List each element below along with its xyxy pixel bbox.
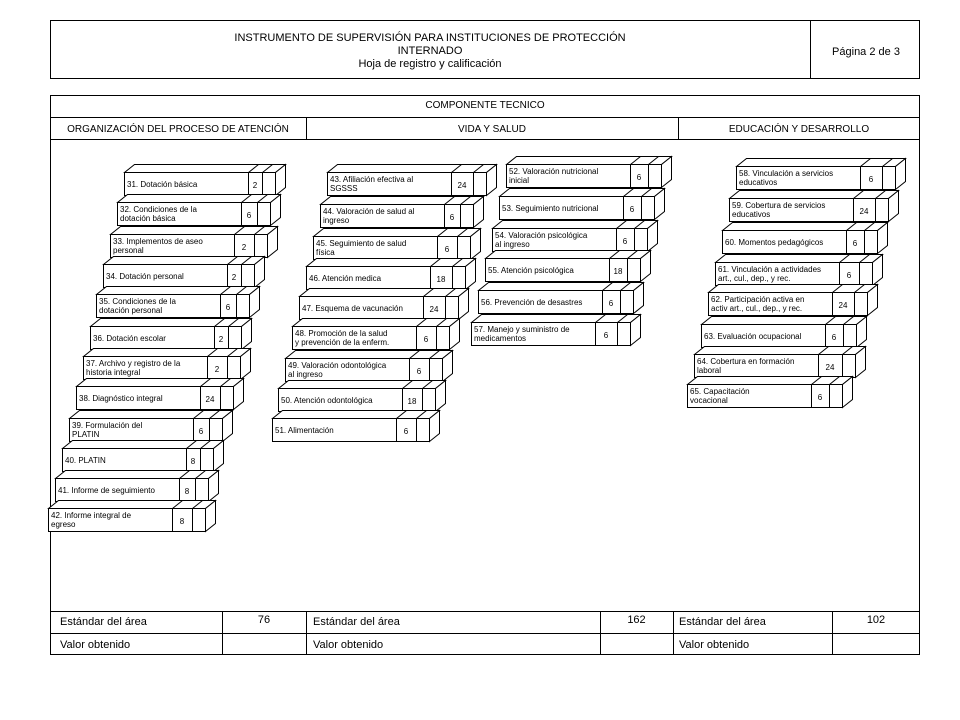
item-standard-value: 6 [868,175,874,184]
item-score-box[interactable] [229,327,241,349]
obtained-label-1: Valor obtenido [60,639,131,651]
item-block [103,256,265,288]
item-block [83,348,251,380]
item-label: 36. Dotación escolar [93,333,166,343]
item-block [55,470,219,502]
item-block [48,500,216,532]
item-score-box[interactable] [201,449,213,471]
standard-label-3: Estándar del área [679,616,766,628]
obtained-label-3: Valor obtenido [679,639,750,651]
component-divider [50,117,920,118]
item-score-box[interactable] [255,235,267,257]
item-standard-value: 18 [613,267,623,276]
item-label: 31. Dotación básica [127,179,198,189]
item-block [313,228,481,260]
item-label: 33. Implementos de aseo personal [113,237,203,255]
item-block [278,380,446,412]
item-label: 57. Manejo y suministro de medicamentos [474,325,570,343]
page-number: Página 2 de 3 [832,46,900,58]
title-line-3: Hoja de registro y calificación [358,58,502,70]
item-block [272,410,440,442]
item-block [90,318,252,350]
item-standard-value: 6 [444,245,450,254]
item-block [327,164,497,196]
item-score-box[interactable] [621,291,633,313]
item-label: 32. Condiciones de la dotación básica [120,205,197,223]
item-score-box[interactable] [618,323,630,345]
section-title-life-health: VIDA Y SALUD [458,124,526,135]
standard-value-2: 162 [627,614,646,626]
item-block [499,188,665,220]
item-label: 37. Archivo y registro de la historia integral [86,359,181,377]
item-label: 46. Atención medica [309,273,382,283]
item-score-box[interactable] [635,229,647,251]
item-block [117,194,281,226]
item-label: 47. Esquema de vacunación [302,303,403,313]
item-score-box[interactable] [242,265,254,287]
item-standard-value: 2 [214,365,220,374]
standard-label-1: Estándar del área [60,616,147,628]
item-score-box[interactable] [628,259,640,281]
item-score-box[interactable] [193,509,205,531]
item-score-box[interactable] [228,357,240,379]
sections-divider [50,139,920,140]
item-block [708,284,878,316]
item-standard-value: 6 [636,173,642,182]
item-block [69,410,233,442]
item-block [701,316,867,348]
item-score-box[interactable] [446,297,458,319]
title-line-2: INTERNADO [397,45,463,57]
item-standard-value: 18 [407,397,417,406]
item-label: 38. Diagnóstico integral [79,393,163,403]
item-standard-value: 18 [436,275,446,284]
item-block [715,254,883,286]
item-block [292,318,460,350]
item-label: 45. Seguimiento de salud física [316,239,407,257]
item-score-box[interactable] [876,199,888,221]
standard-value-3: 102 [866,614,886,626]
item-label: 58. Vinculación a servicios educativos [739,169,834,187]
standard-value-1: 76 [257,614,271,626]
item-label: 50. Atención odontológica [281,395,373,405]
item-block [62,440,224,472]
item-block [285,350,453,382]
item-standard-value: 24 [838,301,848,310]
item-standard-value: 6 [608,299,614,308]
document-title [50,32,810,71]
item-label: 48. Promoción de la salud y prevención de la enferm. [295,329,390,347]
item-standard-value: 2 [241,243,247,252]
item-block [492,220,658,252]
item-standard-value: 6 [831,333,837,342]
item-label: 34. Dotación personal [106,271,184,281]
item-standard-value: 6 [852,239,858,248]
item-block [506,156,672,188]
item-standard-value: 6 [198,427,204,436]
item-score-box[interactable] [458,237,470,259]
item-score-box[interactable] [437,327,449,349]
footer-top-line [50,611,920,612]
item-standard-value: 6 [416,367,422,376]
item-score-box[interactable] [883,167,895,189]
item-label: 56. Prevención de desastres [481,297,583,307]
item-label: 60. Momentos pedagógicos [725,237,824,247]
item-standard-value: 24 [825,363,835,372]
item-standard-value: 24 [859,207,869,216]
item-score-box[interactable] [210,419,222,441]
component-title: COMPONENTE TECNICO [425,100,545,111]
item-standard-value: 24 [205,395,215,404]
item-standard-value: 2 [218,335,224,344]
item-standard-value: 6 [603,331,609,340]
item-score-box[interactable] [258,203,270,225]
item-score-box[interactable] [417,419,429,441]
item-block [485,250,651,282]
item-label: 63. Evaluación ocupacional [704,331,802,341]
item-label: 65. Capacitación vocacional [690,387,750,405]
item-score-box[interactable] [860,263,872,285]
item-block [110,226,278,258]
item-block [306,258,476,290]
item-standard-value: 6 [622,237,628,246]
item-standard-value: 2 [252,181,258,190]
header-divider [810,20,811,79]
item-label: 62. Participación activa en activ art., cul., dep., y rec. [711,295,805,313]
item-score-box[interactable] [263,173,275,195]
item-label: 51. Alimentación [275,425,334,435]
item-standard-value: 6 [449,213,455,222]
item-block [736,158,906,190]
item-score-box[interactable] [649,165,661,187]
item-standard-value: 6 [423,335,429,344]
item-score-box[interactable] [865,231,877,253]
footer-divider-2 [673,611,674,655]
obtained-label-2: Valor obtenido [313,639,384,651]
item-standard-value: 8 [190,457,196,466]
item-standard-value: 8 [179,517,185,526]
item-score-box[interactable] [830,385,842,407]
item-label: 52. Valoración nutricional inicial [509,167,599,185]
item-label: 42. Informe integral de egreso [51,511,132,529]
item-block [96,286,260,318]
item-block [124,164,286,196]
item-score-box[interactable] [430,359,442,381]
footer-divider-1 [306,611,307,655]
item-block [76,378,244,410]
item-block [320,196,484,228]
item-score-box[interactable] [196,479,208,501]
item-standard-value: 6 [403,427,409,436]
item-score-box[interactable] [423,389,435,411]
item-score-box[interactable] [843,355,855,377]
item-standard-value: 6 [246,211,252,220]
item-standard-value: 6 [225,303,231,312]
item-score-box[interactable] [461,205,473,227]
item-score-box[interactable] [474,173,486,195]
item-label: 59. Cobertura de servicios educativos [732,201,826,219]
item-block [478,282,644,314]
item-standard-value: 8 [184,487,190,496]
item-standard-value: 2 [231,273,237,282]
item-score-box[interactable] [221,387,233,409]
item-label: 55. Atención psicológica [488,265,574,275]
item-label: 41. Informe de seguimiento [58,485,155,495]
item-label: 40. PLATIN [65,455,106,465]
item-block [471,314,641,346]
item-score-box[interactable] [855,293,867,315]
item-label: 53. Seguimiento nutricional [502,203,599,213]
item-label: 44. Valoración de salud al ingreso [323,207,415,225]
section-title-education: EDUCACIÓN Y DESARROLLO [728,124,870,135]
item-label: 64. Cobertura en formación laboral [697,357,795,375]
item-block [299,288,469,320]
item-score-box[interactable] [642,197,654,219]
item-score-box[interactable] [237,295,249,317]
item-standard-value: 6 [629,205,635,214]
item-standard-value: 24 [429,305,439,314]
title-line-1: INSTRUMENTO DE SUPERVISIÓN PARA INSTITUCIONES DE PROTECCIÓN [234,32,626,44]
item-block [722,222,888,254]
item-label: 61. Vinculación a actividades art., cul., dep., y rec. [718,265,822,283]
item-label: 54. Valoración psicológica al ingreso [495,231,588,249]
item-label: 39. Formulación del PLATIN [72,421,143,439]
standard-label-2: Estándar del área [313,616,400,628]
item-block [694,346,866,378]
item-label: 43. Afiliación efectiva al SGSSS [330,175,414,193]
item-label: 35. Condiciones de la dotación personal [99,297,176,315]
footer-middle-line [50,633,920,634]
item-score-box[interactable] [453,267,465,289]
item-label: 49. Valoración odontológica al ingreso [288,361,387,379]
section-title-organization: ORGANIZACIÓN DEL PROCESO DE ATENCIÓN [67,124,289,135]
item-block [729,190,899,222]
item-standard-value: 6 [817,393,823,402]
item-standard-value: 24 [457,181,467,190]
item-standard-value: 6 [846,271,852,280]
item-block [687,376,853,408]
item-score-box[interactable] [844,325,856,347]
